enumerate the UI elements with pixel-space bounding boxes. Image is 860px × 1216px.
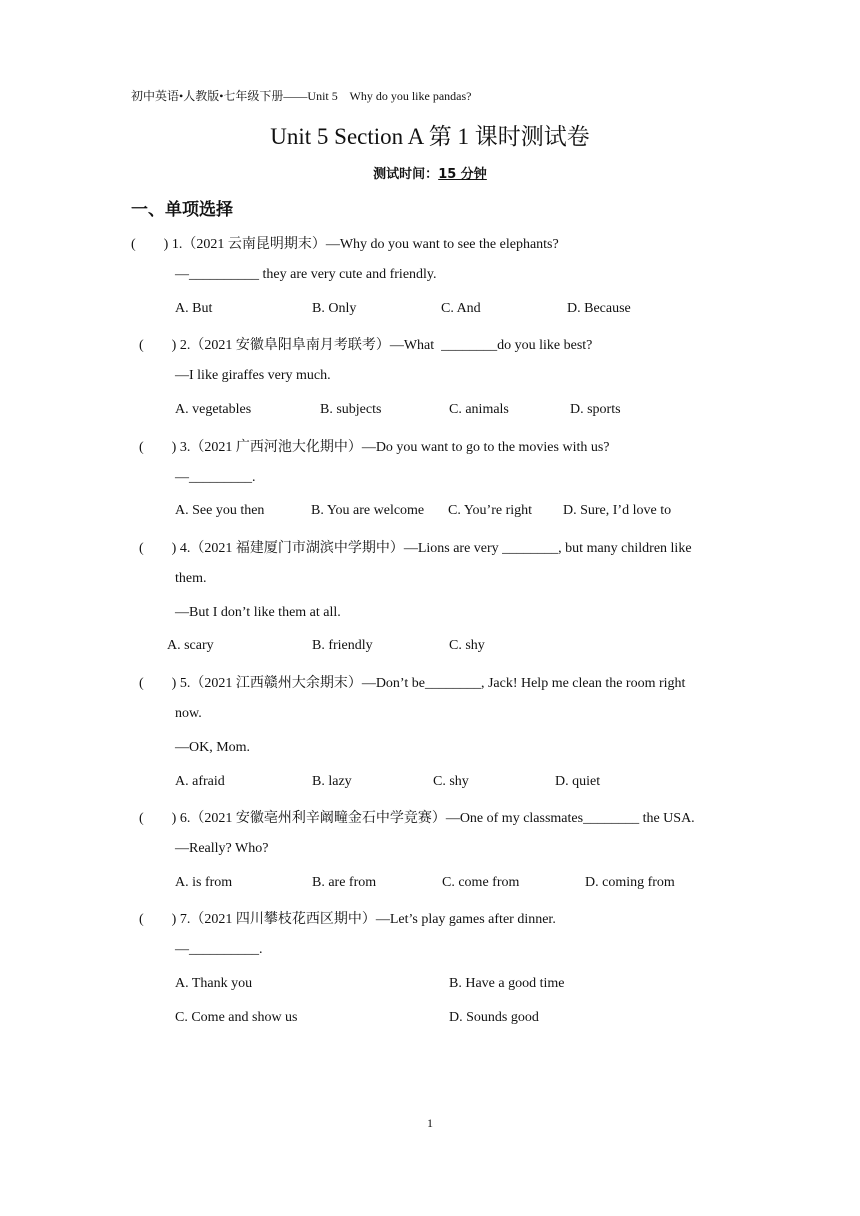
question-6-option-b: B. are from bbox=[312, 875, 377, 890]
question-5-option-c: C. shy bbox=[433, 774, 469, 789]
question-7-stem: ( ) 7.（2021 四川攀枝花西区期中）—Let’s play games after dinner. bbox=[139, 912, 556, 927]
question-3-option-d: D. Sure, I’d love to bbox=[563, 503, 672, 518]
page-title: Unit 5 Section A 第 1 课时测试卷 bbox=[270, 124, 590, 149]
question-6-option-c: C. come from bbox=[442, 875, 520, 890]
page-number: 1 bbox=[427, 1116, 433, 1130]
question-2-option-b: B. subjects bbox=[320, 402, 382, 417]
question-6-option-d: D. coming from bbox=[585, 875, 675, 890]
question-5-reply: —OK, Mom. bbox=[175, 740, 251, 755]
question-2-stem: ( ) 2.（2021 安徽阜阳阜南月考联考）—What ________do you like best? bbox=[139, 338, 593, 353]
question-7-option-d: D. Sounds good bbox=[449, 1010, 539, 1025]
running-header: 初中英语•人教版•七年级下册——Unit 5 Why do you like pandas? bbox=[131, 89, 472, 103]
question-1-option-c: C. And bbox=[441, 301, 481, 316]
question-4-option-b: B. friendly bbox=[312, 638, 373, 653]
question-3-option-b: B. You are welcome bbox=[311, 503, 425, 518]
question-5-option-b: B. lazy bbox=[312, 774, 352, 789]
question-2-option-d: D. sports bbox=[570, 402, 621, 417]
question-6-reply: —Really? Who? bbox=[175, 841, 269, 856]
question-4-option-c: C. shy bbox=[449, 638, 485, 653]
question-7-reply: —__________. bbox=[175, 942, 263, 957]
question-1-option-d: D. Because bbox=[567, 301, 631, 316]
question-4-stem: ( ) 4.（2021 福建厦门市湖滨中学期中）—Lions are very ________, but many children like bbox=[139, 541, 692, 556]
test-time bbox=[0, 163, 860, 182]
question-4-stem-continued: them. bbox=[175, 571, 207, 586]
section-heading: 一、单项选择 bbox=[131, 200, 233, 220]
question-3-option-c: C. You’re right bbox=[448, 503, 533, 518]
test-time-value: 15 分钟 bbox=[438, 167, 487, 182]
question-4-reply: —But I don’t like them at all. bbox=[175, 605, 341, 620]
question-3-stem: ( ) 3.（2021 广西河池大化期中）—Do you want to go to the movies with us? bbox=[139, 440, 610, 455]
question-5-stem: ( ) 5.（2021 江西赣州大余期末）—Don’t be________, Jack! Help me clean the room right bbox=[139, 676, 686, 691]
question-7-option-b: B. Have a good time bbox=[449, 976, 565, 991]
question-4-option-a: A. scary bbox=[167, 638, 214, 653]
question-6-option-a: A. is from bbox=[175, 875, 233, 890]
test-time-label: 测试时间： bbox=[373, 167, 439, 182]
question-5-option-d: D. quiet bbox=[555, 774, 601, 789]
question-7-option-a: A. Thank you bbox=[175, 976, 253, 991]
question-5-stem-continued: now. bbox=[175, 706, 202, 721]
question-2-reply: —I like giraffes very much. bbox=[175, 368, 331, 383]
question-2-option-c: C. animals bbox=[449, 402, 509, 417]
question-2-option-a: A. vegetables bbox=[175, 402, 252, 417]
question-3-reply: —_________. bbox=[175, 470, 256, 485]
question-5-option-a: A. afraid bbox=[175, 774, 225, 789]
question-7-option-c: C. Come and show us bbox=[175, 1010, 298, 1025]
question-1-option-a: A. But bbox=[175, 301, 213, 316]
question-3-option-a: A. See you then bbox=[175, 503, 265, 518]
question-6-stem: ( ) 6.（2021 安徽亳州利辛阚疃金石中学竞赛）—One of my classmates________ the USA. bbox=[139, 811, 695, 826]
question-1-option-b: B. Only bbox=[312, 301, 357, 316]
question-1-reply: —__________ they are very cute and friendly. bbox=[175, 267, 437, 282]
question-1-stem: ( ) 1.（2021 云南昆明期末）—Why do you want to see the elephants? bbox=[131, 237, 559, 252]
